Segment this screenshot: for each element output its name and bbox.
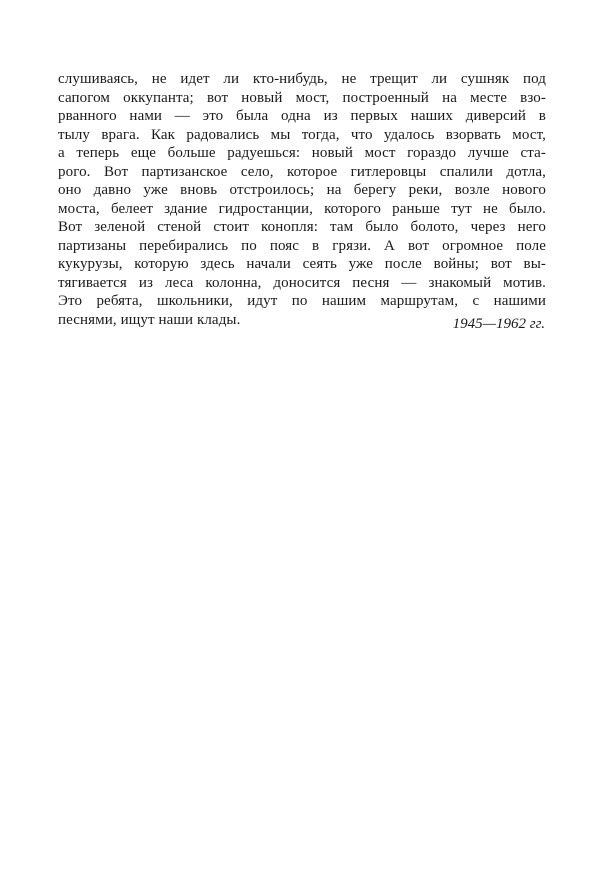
text-line: кукурузы, которую здесь начали сеять уже после войны; вот вы- [58,256,546,272]
text-line: моста, белеет здание гидростанции, которого раньше тут не было. [58,200,546,217]
text-line: рого. Вот партизанское село, которое гитлеровцы спалили дотла, [58,163,546,180]
text-line: партизаны перебирались по пояс в грязи. А вот огромное поле [58,237,546,254]
date-signature: 1945—1962 гг. [452,316,545,332]
text-line: оно давно уже вновь отстроилось; на берегу реки, возле нового [58,182,546,198]
text-line: Вот зеленой стеной стоит конопля: там было болото, через него [58,219,546,235]
text-line: слушиваясь, не идет ли кто-нибудь, не трещит ли сушняк под [58,71,546,87]
text-line: сапогом оккупанта; вот новый мост, построенный на месте взо- [58,89,546,106]
text-line: рванного нами — это была одна из первых наших диверсий в [58,108,546,124]
text-line: а теперь еще больше радуешься: новый мост гораздо лучше ста- [58,145,546,161]
text-line: Это ребята, школьники, идут по нашим маршрутам, с нашими [58,293,546,309]
body-paragraph [58,70,546,329]
text-line: песнями, ищут наши клады. [58,311,241,328]
text-line: тылу врага. Как радовались мы тогда, что удалось взорвать мост, [58,126,546,143]
text-line: тягивается из леса колонна, доносится песня — знакомый мотив. [58,274,546,291]
